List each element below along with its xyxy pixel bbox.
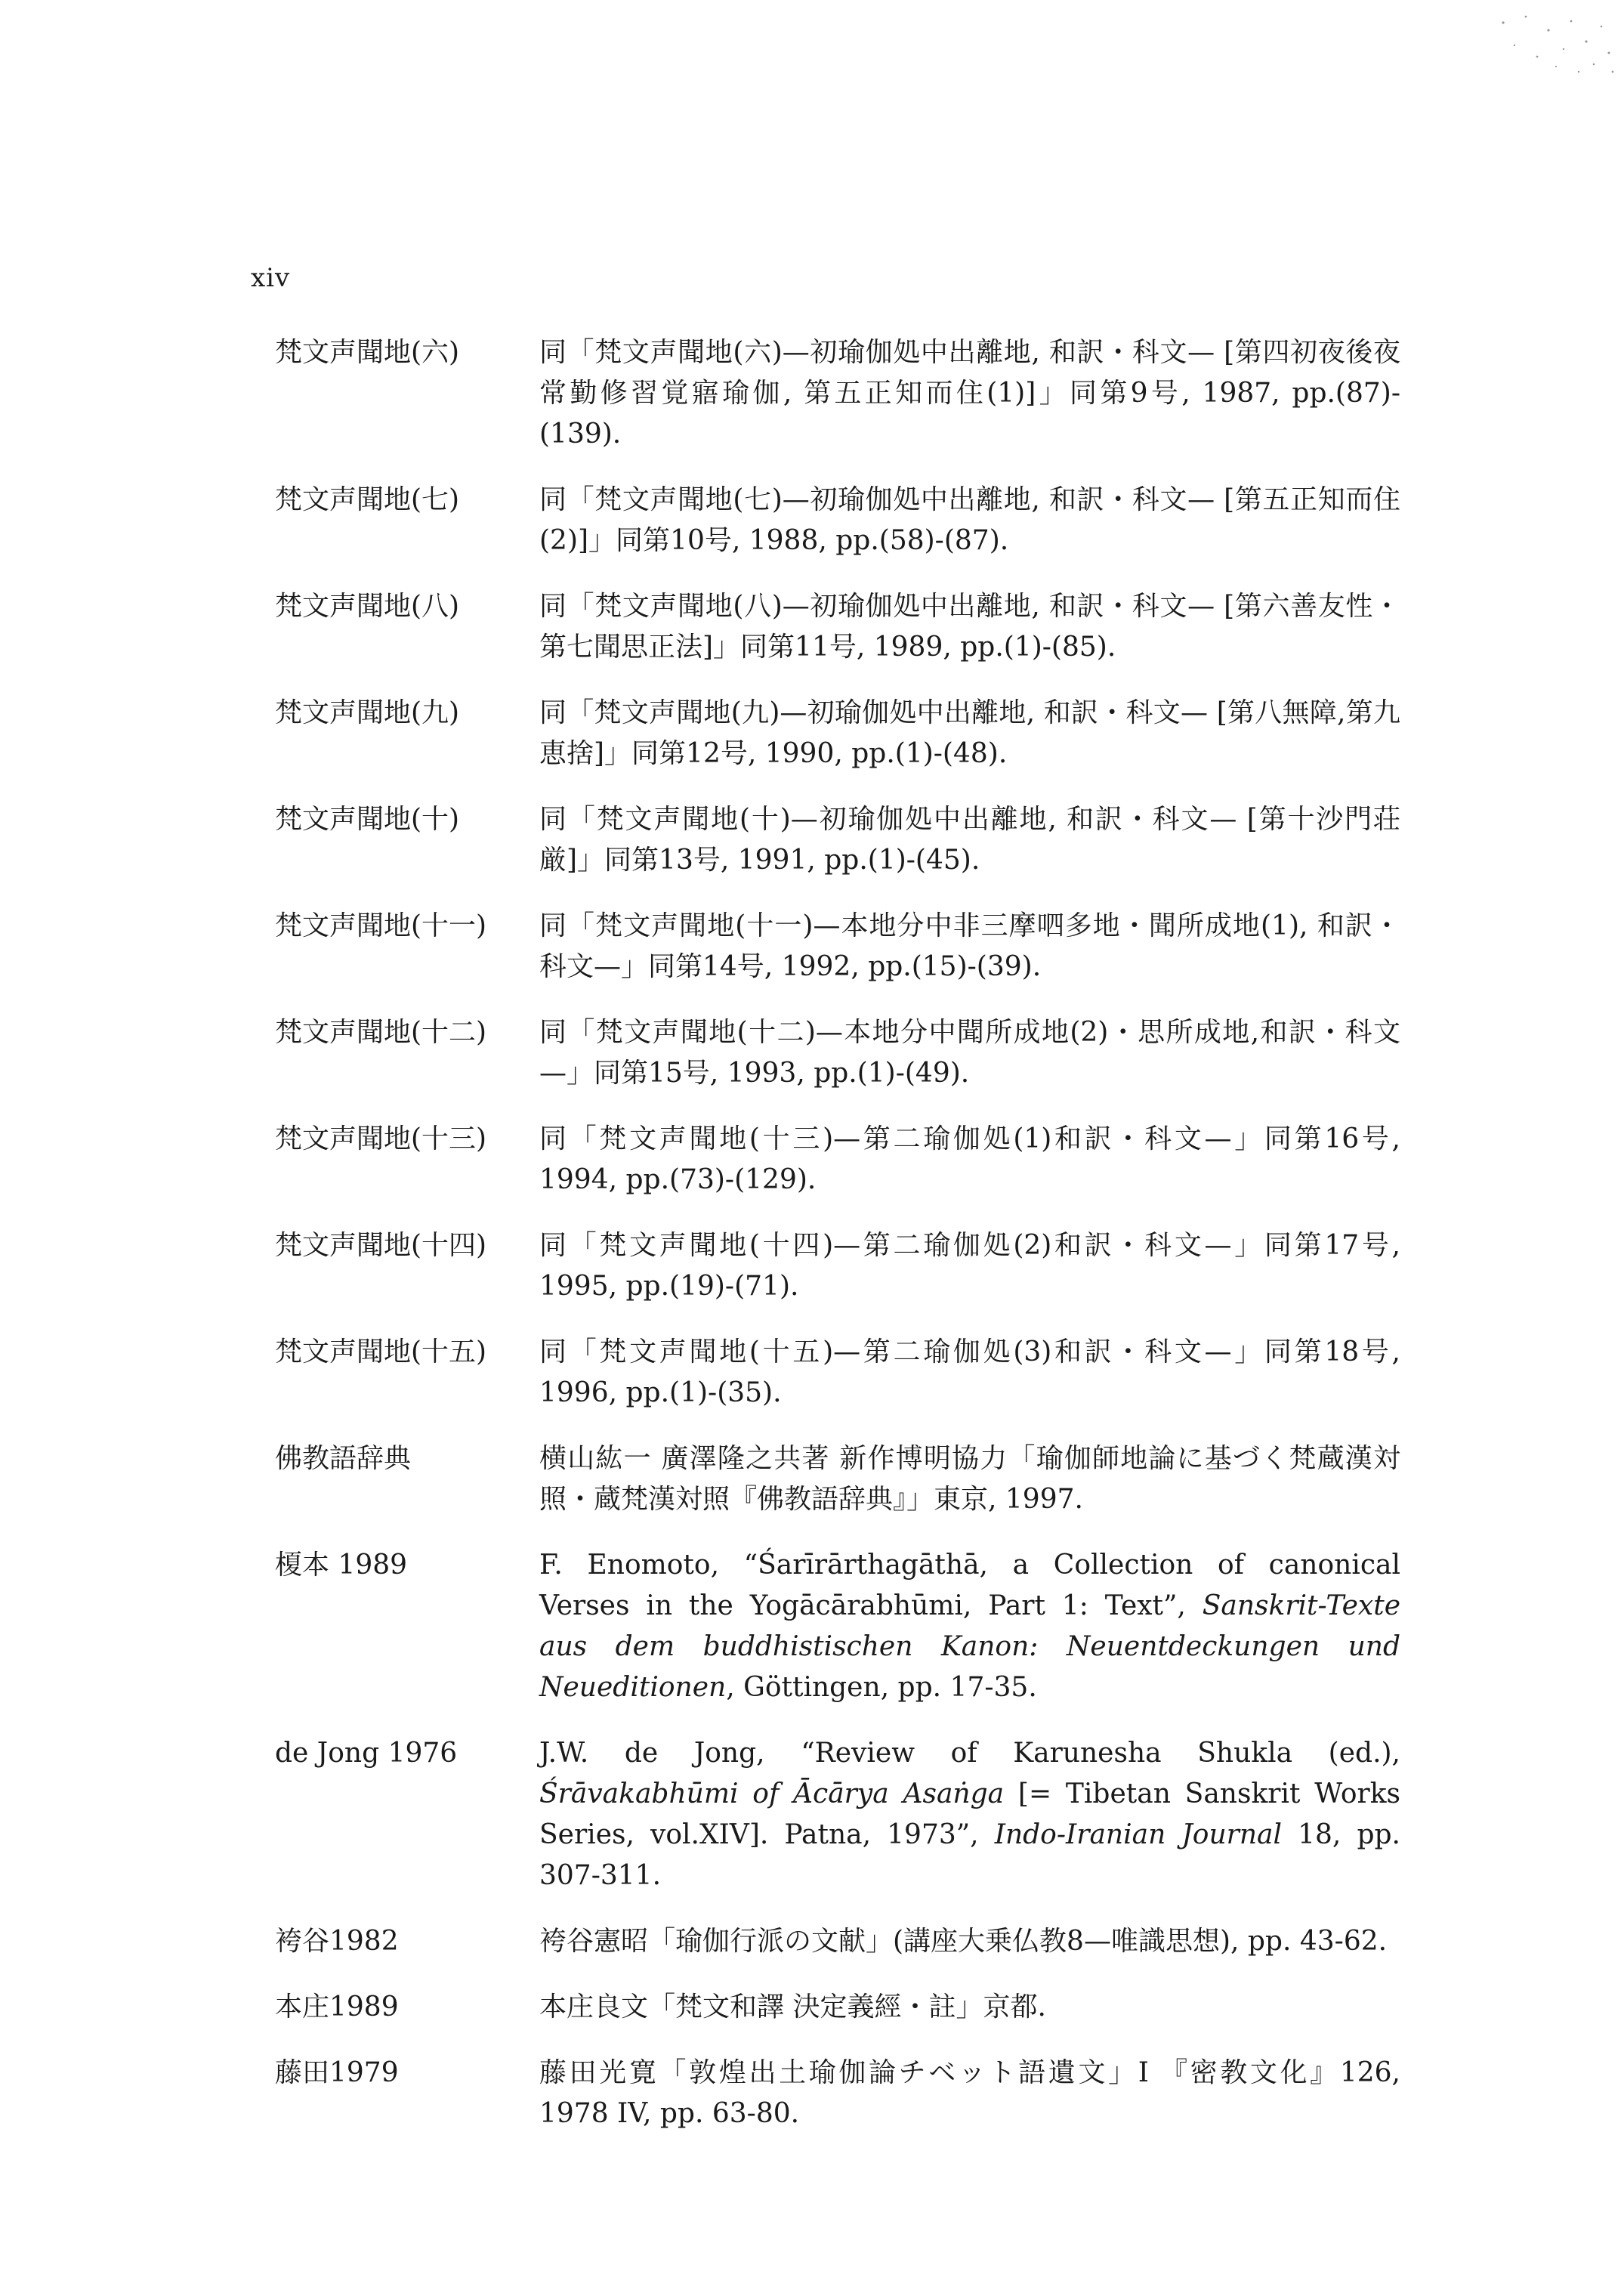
entry-abbreviation: 梵文声聞地(十四)	[275, 1230, 487, 1261]
reference-text: 18, pp. 307-311.	[539, 1819, 1400, 1891]
bibliography-entry	[275, 2053, 1400, 2134]
entry-reference	[539, 1545, 1400, 1708]
bibliography-list	[275, 332, 1400, 2159]
reference-text: J.W. de Jong, “Review of Karunesha Shukla (ed.),	[539, 1738, 1400, 1769]
entry-reference: 同「梵文声聞地(八)—初瑜伽処中出離地, 和訳・科文— [第六善友性・第七聞思正法]」同第11号, 1989, pp.(1)-(85).	[539, 591, 1400, 663]
reference-text: F. Enomoto, “Śarīrārthagāthā, a Collection of canonical Verses in the Yogācārabhūmi, Part 1: Text”,	[539, 1550, 1400, 1621]
entry-reference: 同「梵文声聞地(十一)—本地分中非三摩呬多地・聞所成地(1), 和訳・科文—」同第14号, 1992, pp.(15)-(39).	[539, 910, 1400, 982]
entry-reference: 同「梵文声聞地(九)—初瑜伽処中出離地, 和訳・科文— [第八無障,第九恵捨]」同第12号, 1990, pp.(1)-(48).	[539, 697, 1400, 769]
entry-reference: 同「梵文声聞地(十二)—本地分中聞所成地(2)・思所成地,和訳・科文—」同第15号, 1993, pp.(1)-(49).	[539, 1017, 1400, 1089]
entry-abbreviation: 梵文声聞地(六)	[275, 337, 460, 368]
entry-reference: 同「梵文声聞地(十四)—第二瑜伽処(2)和訳・科文—」同第17号, 1995, pp.(19)-(71).	[539, 1230, 1400, 1302]
entry-abbreviation: 梵文声聞地(十)	[275, 804, 460, 835]
bibliography-entry	[275, 693, 1400, 774]
bibliography-entry	[275, 906, 1400, 987]
bibliography-entry	[275, 1545, 1400, 1708]
entry-reference: 同「梵文声聞地(十五)—第二瑜伽処(3)和訳・科文—」同第18号, 1996, pp.(1)-(35).	[539, 1337, 1400, 1408]
entry-abbreviation: 袴谷1982	[275, 1926, 399, 1957]
bibliography-entry	[275, 1921, 1400, 1962]
bibliography-entry	[275, 332, 1400, 455]
bibliography-entry	[275, 1225, 1400, 1307]
bibliography-entry	[275, 1119, 1400, 1201]
entry-abbreviation: 梵文声聞地(八)	[275, 591, 460, 622]
entry-reference	[539, 1733, 1400, 1896]
entry-abbreviation: 本庄1989	[275, 1992, 399, 2023]
entry-reference: 藤田光寛「敦煌出土瑜伽論チベット語遺文」I 『密教文化』126, 1978 IV, pp. 63-80.	[539, 2057, 1400, 2129]
bibliography-entry	[275, 799, 1400, 881]
bibliography-entry	[275, 480, 1400, 561]
bibliography-entry	[275, 1332, 1400, 1414]
bibliography-entry	[275, 1733, 1400, 1896]
bibliography-entry	[275, 586, 1400, 668]
scan-noise-mark	[1458, 0, 1624, 83]
entry-abbreviation: 梵文声聞地(十二)	[275, 1017, 487, 1048]
entry-reference: 同「梵文声聞地(六)—初瑜伽処中出離地, 和訳・科文— [第四初夜後夜常勤修習覚寤瑜伽, 第五正知而住(1)]」同第9号, 1987, pp.(87)-(139).	[539, 337, 1400, 450]
reference-text: [= Tibetan Sanskrit Works Series, vol.XIV]. Patna, 1973”,	[539, 1778, 1400, 1850]
entry-abbreviation: 梵文声聞地(十五)	[275, 1337, 487, 1367]
entry-reference: 横山紘一 廣澤隆之共著 新作博明協力「瑜伽師地論に基づく梵蔵漢対照・蔵梵漢対照『佛教語辞典』」東京, 1997.	[539, 1443, 1400, 1515]
entry-abbreviation: 梵文声聞地(九)	[275, 697, 460, 728]
entry-abbreviation: 藤田1979	[275, 2057, 399, 2088]
bibliography-entry	[275, 1438, 1400, 1520]
entry-abbreviation: 梵文声聞地(七)	[275, 484, 460, 515]
entry-reference: 同「梵文声聞地(十三)—第二瑜伽処(1)和訳・科文—」同第16号, 1994, pp.(73)-(129).	[539, 1123, 1400, 1195]
entry-reference: 本庄良文「梵文和譯 決定義經・註」京都.	[539, 1992, 1046, 2023]
entry-abbreviation: 梵文声聞地(十三)	[275, 1123, 487, 1154]
reference-text: , Göttingen, pp. 17-35.	[726, 1672, 1037, 1703]
reference-italic-title: Śrāvakabhūmi of Ācārya Asaṅga	[539, 1778, 1005, 1809]
bibliography-entry	[275, 1987, 1400, 2028]
entry-abbreviation: de Jong 1976	[275, 1738, 458, 1769]
reference-italic-title: Sanskrit-Texte aus dem buddhistischen Kanon: Neuentdeckungen und Neueditionen	[539, 1590, 1400, 1703]
entry-abbreviation: 梵文声聞地(十一)	[275, 910, 487, 941]
entry-abbreviation: 佛教語辞典	[275, 1443, 412, 1474]
bibliography-entry	[275, 1012, 1400, 1094]
entry-reference: 同「梵文声聞地(七)—初瑜伽処中出離地, 和訳・科文— [第五正知而住(2)]」同第10号, 1988, pp.(58)-(87).	[539, 484, 1400, 556]
page-number: xiv	[251, 263, 291, 293]
entry-reference: 袴谷憲昭「瑜伽行派の文献」(講座大乗仏教8—唯識思想), pp. 43-62.	[539, 1926, 1388, 1957]
reference-italic-title: Indo-Iranian Journal	[994, 1819, 1283, 1850]
entry-abbreviation: 榎本 1989	[275, 1550, 408, 1581]
entry-reference: 同「梵文声聞地(十)—初瑜伽処中出離地, 和訳・科文— [第十沙門荘厳]」同第13号, 1991, pp.(1)-(45).	[539, 804, 1400, 876]
